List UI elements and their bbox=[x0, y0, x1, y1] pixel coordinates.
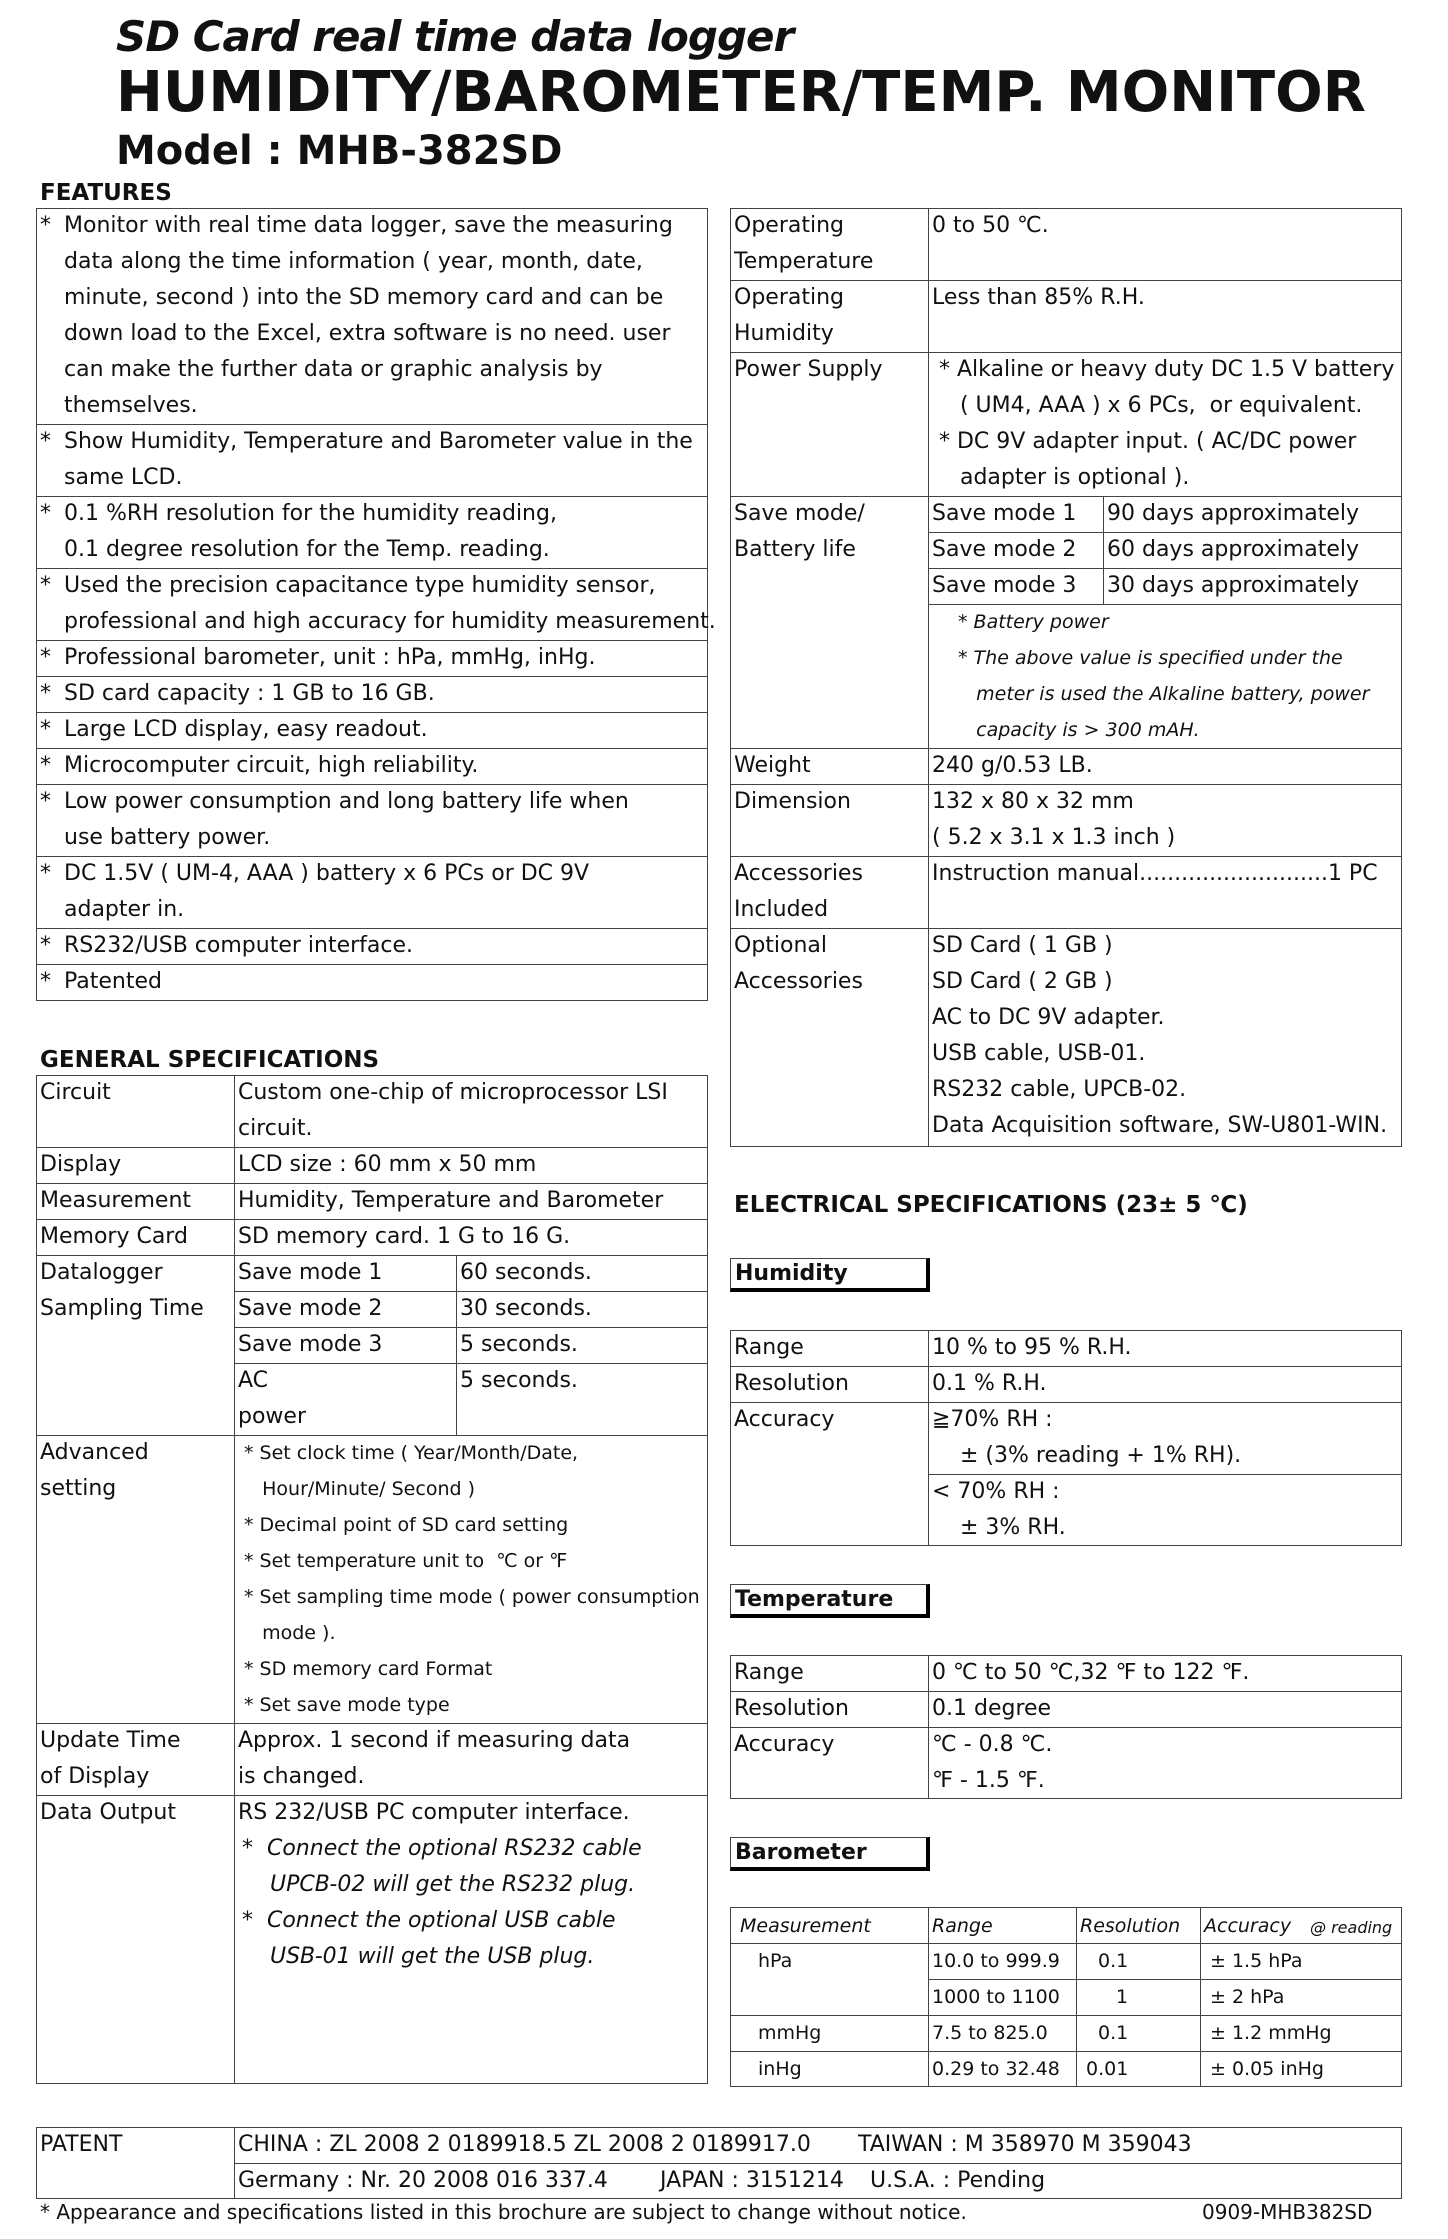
doc-title-line1: SD Card real time data logger bbox=[116, 12, 794, 61]
humidity-resolution-label: Resolution bbox=[734, 1371, 849, 1396]
op-temp-label: Operating Temperature bbox=[734, 213, 874, 274]
baro-unit-inhg: inHg bbox=[758, 2058, 802, 2080]
save-mode-1: Save mode 1 bbox=[932, 501, 1077, 526]
baro-range-2: 1000 to 1100 bbox=[932, 1986, 1060, 2008]
baro-acc-1: ± 1.5 hPa bbox=[1210, 1950, 1303, 1972]
feature-text: themselves. bbox=[64, 393, 198, 418]
humidity-heading: Humidity bbox=[730, 1258, 930, 1292]
model-title: Model : MHB-382SD bbox=[116, 128, 563, 174]
humidity-accuracy-low: < 70% RH : ± 3% RH. bbox=[932, 1479, 1066, 1540]
dimension-label: Dimension bbox=[734, 789, 851, 814]
baro-range-1: 10.0 to 999.9 bbox=[932, 1950, 1060, 1972]
optional-accessories-label: Optional Accessories bbox=[734, 933, 863, 994]
footer-note: * Appearance and specifications listed in this brochure are subject to change without notice. bbox=[40, 2200, 967, 2224]
patent-label: PATENT bbox=[40, 2132, 123, 2157]
baro-header-accuracy: Accuracy bbox=[1204, 1915, 1292, 1937]
save-mode-label: Save mode/ Battery life bbox=[734, 501, 865, 562]
baro-res-1: 0.1 bbox=[1098, 1950, 1129, 1972]
electrical-specs-heading: ELECTRICAL SPECIFICATIONS (23± 5 ℃) bbox=[734, 1192, 1248, 1218]
feature-text: 0.1 degree resolution for the Temp. reading. bbox=[64, 537, 550, 562]
data-output-value: RS 232/USB PC computer interface. bbox=[238, 1800, 630, 1825]
sampling-mode-1: Save mode 1 bbox=[238, 1260, 383, 1285]
optional-accessories-value: SD Card ( 1 GB ) SD Card ( 2 GB ) AC to DC 9V adapter. USB cable, USB-01. RS232 cable, UPCB-02. Data Acquisition software, SW-U801-WIN. bbox=[932, 933, 1388, 1138]
sampling-value-ac: 5 seconds. bbox=[460, 1368, 578, 1393]
baro-range-4: 0.29 to 32.48 bbox=[932, 2058, 1060, 2080]
feature-text: SD card capacity : 1 GB to 16 GB. bbox=[64, 681, 435, 706]
baro-res-2: 1 bbox=[1116, 1986, 1129, 2008]
feature-text: Monitor with real time data logger, save the measuring bbox=[64, 213, 673, 238]
humidity-accuracy-high: ≧70% RH : ± (3% reading + 1% RH). bbox=[932, 1407, 1242, 1468]
feature-text: Patented bbox=[64, 969, 162, 994]
power-supply-value: * Alkaline or heavy duty DC 1.5 V battery ( UM4, AAA ) x 6 PCs, or equivalent. * DC 9V adapter input. ( AC/DC power adapter is optional ). bbox=[938, 357, 1395, 490]
feature-text: Professional barometer, unit : hPa, mmHg, inHg. bbox=[64, 645, 596, 670]
op-humidity-label: Operating Humidity bbox=[734, 285, 844, 346]
feature-text: down load to the Excel, extra software is no need. user bbox=[64, 321, 671, 346]
save-mode-3: Save mode 3 bbox=[932, 573, 1077, 598]
feature-bullet: * bbox=[40, 789, 51, 814]
save-mode-2: Save mode 2 bbox=[932, 537, 1077, 562]
patent-japan: JAPAN : 3151214 bbox=[660, 2168, 844, 2193]
baro-acc-4: ± 0.05 inHg bbox=[1210, 2058, 1324, 2080]
feature-text: same LCD. bbox=[64, 465, 183, 490]
advanced-item-decimal: * Decimal point of SD card setting bbox=[244, 1514, 569, 1536]
features-heading: FEATURES bbox=[40, 180, 172, 206]
humidity-resolution-value: 0.1 % R.H. bbox=[932, 1371, 1047, 1396]
memory-card-label: Memory Card bbox=[40, 1224, 188, 1249]
doc-title-line2: HUMIDITY/BAROMETER/TEMP. MONITOR bbox=[116, 60, 1366, 125]
accessories-value: Instruction manual...........................1 PC bbox=[932, 861, 1378, 886]
memory-card-value: SD memory card. 1 G to 16 G. bbox=[238, 1224, 571, 1249]
baro-res-4: 0.01 bbox=[1086, 2058, 1129, 2080]
feature-text: Show Humidity, Temperature and Barometer value in the bbox=[64, 429, 693, 454]
feature-text: Low power consumption and long battery life when bbox=[64, 789, 629, 814]
temp-resolution-label: Resolution bbox=[734, 1696, 849, 1721]
baro-range-3: 7.5 to 825.0 bbox=[932, 2022, 1048, 2044]
advanced-item-sampling: * Set sampling time mode ( power consumption mode ). bbox=[244, 1586, 700, 1644]
patent-germany: Germany : Nr. 20 2008 016 337.4 bbox=[238, 2168, 608, 2193]
save-mode-3-value: 30 days approximately bbox=[1107, 573, 1360, 598]
measurement-value: Humidity, Temperature and Barometer bbox=[238, 1188, 664, 1213]
feature-text: can make the further data or graphic analysis by bbox=[64, 357, 603, 382]
temp-accuracy-label: Accuracy bbox=[734, 1732, 835, 1757]
baro-unit-mmhg: mmHg bbox=[758, 2022, 822, 2044]
advanced-item-clock: * Set clock time ( Year/Month/Date, Hour/Minute/ Second ) bbox=[244, 1442, 579, 1500]
advanced-item-save-mode: * Set save mode type bbox=[244, 1694, 450, 1716]
baro-header-measurement: Measurement bbox=[740, 1915, 871, 1937]
feature-bullet: * bbox=[40, 213, 51, 238]
feature-text: data along the time information ( year, month, date, bbox=[64, 249, 643, 274]
feature-text: minute, second ) into the SD memory card and can be bbox=[64, 285, 664, 310]
save-mode-1-value: 90 days approximately bbox=[1107, 501, 1360, 526]
humidity-range-value: 10 % to 95 % R.H. bbox=[932, 1335, 1132, 1360]
feature-bullet: * bbox=[40, 645, 51, 670]
display-value: LCD size : 60 mm x 50 mm bbox=[238, 1152, 537, 1177]
sampling-value-1: 60 seconds. bbox=[460, 1260, 592, 1285]
weight-value: 240 g/0.53 LB. bbox=[932, 753, 1093, 778]
accessories-label: Accessories Included bbox=[734, 861, 863, 922]
data-output-notes: * Connect the optional RS232 cable UPCB-02 will get the RS232 plug. * Connect the optional USB cable USB-01 will get the USB plug. bbox=[242, 1836, 642, 1969]
feature-text: DC 1.5V ( UM-4, AAA ) battery x 6 PCs or DC 9V bbox=[64, 861, 590, 886]
display-label: Display bbox=[40, 1152, 122, 1177]
baro-header-resolution: Resolution bbox=[1080, 1915, 1181, 1937]
baro-header-suffix: @ reading bbox=[1310, 1918, 1393, 1937]
temp-resolution-value: 0.1 degree bbox=[932, 1696, 1052, 1721]
feature-bullet: * bbox=[40, 861, 51, 886]
op-humidity-value: Less than 85% R.H. bbox=[932, 285, 1145, 310]
feature-text: Used the precision capacitance type humidity sensor, bbox=[64, 573, 656, 598]
feature-text: Microcomputer circuit, high reliability. bbox=[64, 753, 479, 778]
humidity-accuracy-label: Accuracy bbox=[734, 1407, 835, 1432]
baro-header-range: Range bbox=[932, 1915, 993, 1937]
sampling-value-3: 5 seconds. bbox=[460, 1332, 578, 1357]
advanced-setting-label: Advanced setting bbox=[40, 1440, 149, 1501]
circuit-label: Circuit bbox=[40, 1080, 111, 1105]
feature-text: 0.1 %RH resolution for the humidity reading, bbox=[64, 501, 557, 526]
feature-bullet: * bbox=[40, 969, 51, 994]
dimension-value: 132 x 80 x 32 mm ( 5.2 x 3.1 x 1.3 inch ) bbox=[932, 789, 1176, 850]
weight-label: Weight bbox=[734, 753, 811, 778]
temp-range-label: Range bbox=[734, 1660, 804, 1685]
feature-bullet: * bbox=[40, 501, 51, 526]
sampling-mode-3: Save mode 3 bbox=[238, 1332, 383, 1357]
measurement-label: Measurement bbox=[40, 1188, 192, 1213]
footer-code: 0909-MHB382SD bbox=[1202, 2200, 1373, 2224]
patent-usa: U.S.A. : Pending bbox=[870, 2168, 1046, 2193]
feature-bullet: * bbox=[40, 573, 51, 598]
feature-bullet: * bbox=[40, 429, 51, 454]
patent-china: CHINA : ZL 2008 2 0189918.5 ZL 2008 2 0189917.0 bbox=[238, 2132, 811, 2157]
data-output-label: Data Output bbox=[40, 1800, 176, 1825]
patent-taiwan: TAIWAN : M 358970 M 359043 bbox=[858, 2132, 1192, 2157]
advanced-item-temp-unit: * Set temperature unit to ℃ or ℉ bbox=[244, 1550, 568, 1572]
sampling-value-2: 30 seconds. bbox=[460, 1296, 592, 1321]
battery-note: * Battery power * The above value is specified under the meter is used the Alkaline battery, power capacity is > 300 mAH. bbox=[958, 611, 1370, 741]
circuit-value: Custom one-chip of microprocessor LSI circuit. bbox=[238, 1080, 668, 1141]
op-temp-value: 0 to 50 ℃. bbox=[932, 213, 1049, 238]
update-time-label: Update Time of Display bbox=[40, 1728, 181, 1789]
sampling-mode-2: Save mode 2 bbox=[238, 1296, 383, 1321]
baro-acc-3: ± 1.2 mmHg bbox=[1210, 2022, 1332, 2044]
temperature-heading: Temperature bbox=[730, 1584, 930, 1618]
sampling-mode-ac: AC power bbox=[238, 1368, 306, 1429]
feature-bullet: * bbox=[40, 681, 51, 706]
feature-bullet: * bbox=[40, 933, 51, 958]
baro-res-3: 0.1 bbox=[1098, 2022, 1129, 2044]
feature-bullet: * bbox=[40, 717, 51, 742]
temp-accuracy-value: ℃ - 0.8 ℃. ℉ - 1.5 ℉. bbox=[932, 1732, 1053, 1793]
feature-bullet: * bbox=[40, 753, 51, 778]
baro-acc-2: ± 2 hPa bbox=[1210, 1986, 1285, 2008]
barometer-heading: Barometer bbox=[730, 1837, 930, 1871]
baro-unit-hpa: hPa bbox=[758, 1950, 793, 1972]
advanced-item-format: * SD memory card Format bbox=[244, 1658, 493, 1680]
humidity-range-label: Range bbox=[734, 1335, 804, 1360]
temp-range-value: 0 ℃ to 50 ℃,32 ℉ to 122 ℉. bbox=[932, 1660, 1250, 1685]
feature-text: RS232/USB computer interface. bbox=[64, 933, 414, 958]
feature-text: professional and high accuracy for humidity measurement. bbox=[64, 609, 716, 634]
general-specs-heading: GENERAL SPECIFICATIONS bbox=[40, 1047, 380, 1073]
feature-text: Large LCD display, easy readout. bbox=[64, 717, 428, 742]
update-time-value: Approx. 1 second if measuring data is changed. bbox=[238, 1728, 631, 1789]
feature-text: adapter in. bbox=[64, 897, 185, 922]
datalogger-label: Datalogger Sampling Time bbox=[40, 1260, 204, 1321]
power-supply-label: Power Supply bbox=[734, 357, 883, 382]
save-mode-2-value: 60 days approximately bbox=[1107, 537, 1360, 562]
feature-text: use battery power. bbox=[64, 825, 271, 850]
